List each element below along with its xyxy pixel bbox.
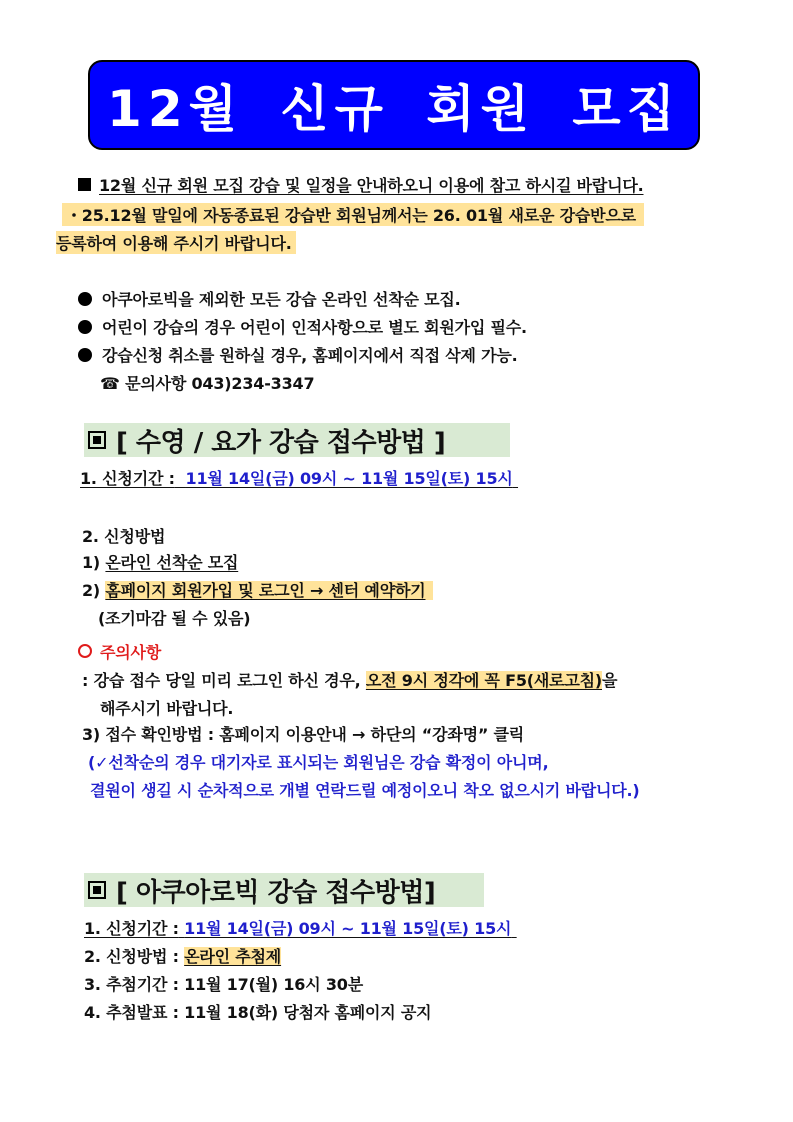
bullet-item: 어린이 강습의 경우 어린이 인적사항으로 별도 회원가입 필수. xyxy=(78,315,527,338)
square-icon xyxy=(88,431,106,449)
bullet-item: 강습신청 취소를 원하실 경우, 홈페이지에서 직접 삭제 가능. xyxy=(78,343,518,366)
bullet-icon xyxy=(78,292,92,306)
section1-period: 1. 신청기간 : 11월 14일(금) 09시 ~ 11월 15일(토) 15시 xyxy=(80,469,513,488)
bullet-icon xyxy=(78,348,92,362)
square-icon xyxy=(88,881,106,899)
section2-period: 1. 신청기간 : 11월 14일(금) 09시 ~ 11월 15일(토) 15시 xyxy=(84,919,512,938)
section1-method1: 1) 온라인 선착순 모집 xyxy=(82,553,239,572)
caution-text: : 강습 접수 당일 미리 로그인 하신 경우, 오전 9시 정각에 꼭 F5(새로고침)을 xyxy=(82,671,618,690)
section2-method: 2. 신청방법 : 온라인 추첨제 xyxy=(84,947,282,966)
bullet-item: 아쿠아로빅을 제외한 모든 강습 온라인 선착순 모집. xyxy=(78,287,460,310)
section1-heading: [ 수영 / 요가 강습 접수방법 ] xyxy=(84,423,510,457)
page-title: 12월 신규 회원 모집 xyxy=(107,80,681,138)
section1-method2: 2) 홈페이지 회원가입 및 로그인 → 센터 예약하기 xyxy=(82,578,433,601)
section1-method-label: 2. 신청방법 xyxy=(82,527,166,546)
section2-announce: 4. 추첨발표 : 11월 18(화) 당첨자 홈페이지 공지 xyxy=(84,1003,432,1022)
confirm-method: 3) 접수 확인방법 : 홈페이지 이용안내 → 하단의 “강좌명” 클릭 xyxy=(82,725,525,744)
intro-note-line1: ・25.12월 말일에 자동종료된 강습반 회원님께서는 26. 01월 새로운 강습반으로 xyxy=(62,203,644,226)
intro-note-line2: 등록하여 이용해 주시기 바랍니다. xyxy=(56,231,296,254)
section2-draw-period: 3. 추첨기간 : 11월 17(월) 16시 30분 xyxy=(84,975,363,994)
intro-notice: 12월 신규 회원 모집 강습 및 일정을 안내하오니 이용에 참고 하시길 바랍니다. xyxy=(78,173,644,196)
section1-method2-note: (조기마감 될 수 있음) xyxy=(98,609,251,628)
section2-heading: [ 아쿠아로빅 강습 접수방법] xyxy=(84,873,484,907)
caution-title: 주의사항 xyxy=(78,640,161,663)
contact-info: ☎ 문의사항 043)234-3347 xyxy=(100,374,315,393)
bullet-icon xyxy=(78,320,92,334)
waitlist-line1: (✓선착순의 경우 대기자로 표시되는 회원님은 강습 확정이 아니며, xyxy=(88,753,549,772)
title-banner xyxy=(88,60,700,150)
black-square-icon xyxy=(78,178,91,191)
caution-line2: 해주시기 바랍니다. xyxy=(100,699,234,718)
hollow-circle-icon xyxy=(78,644,92,658)
waitlist-line2: 결원이 생길 시 순차적으로 개별 연락드릴 예정이오니 착오 없으시기 바랍니다.) xyxy=(90,781,640,800)
